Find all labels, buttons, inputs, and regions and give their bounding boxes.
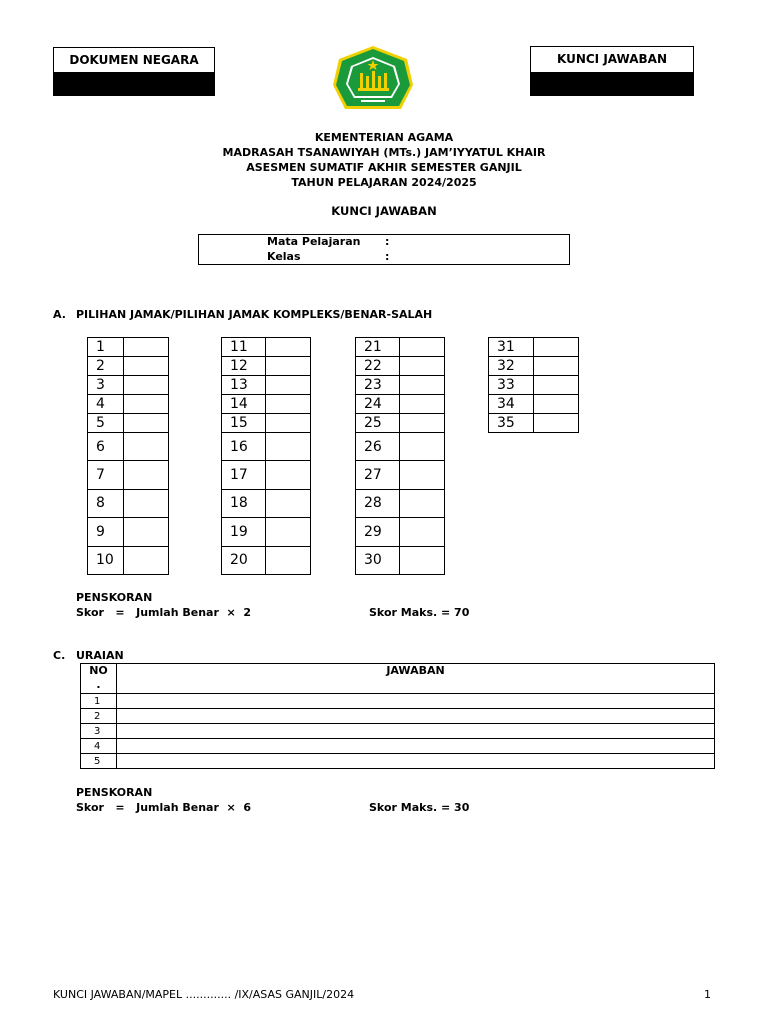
question-number: 5 [88, 414, 124, 433]
essay-number: 3 [81, 724, 117, 739]
essay-answer-cell[interactable] [117, 709, 715, 724]
answer-grid-4 [488, 337, 579, 433]
answer-grid-2 [221, 337, 311, 575]
question-number: 15 [222, 414, 266, 433]
org-line-2: MADRASAH TSANAWIYAH (MTs.) JAM’IYYATUL KHAIR [222, 146, 546, 159]
answer-row [489, 376, 579, 395]
document-title-text: KUNCI JAWABAN [331, 204, 437, 218]
question-number: 22 [356, 357, 400, 376]
answer-cell[interactable] [124, 546, 169, 574]
answer-cell[interactable] [266, 461, 311, 489]
essay-answer-cell[interactable] [117, 754, 715, 769]
question-number: 33 [489, 376, 534, 395]
answer-row [88, 461, 169, 489]
question-number: 28 [356, 489, 400, 517]
essay-number: 5 [81, 754, 117, 769]
question-number: 18 [222, 489, 266, 517]
answer-row [356, 433, 445, 461]
scoring-max: Skor Maks. = 70 [369, 606, 470, 619]
question-number: 13 [222, 376, 266, 395]
answer-row [88, 433, 169, 461]
essay-answer-table [80, 663, 715, 769]
section-a-letter: A. [53, 308, 66, 321]
question-number: 8 [88, 489, 124, 517]
answer-row [222, 433, 311, 461]
question-number: 26 [356, 433, 400, 461]
answer-row [489, 338, 579, 357]
answer-cell[interactable] [124, 357, 169, 376]
answer-row [88, 376, 169, 395]
answer-row [88, 414, 169, 433]
question-number: 27 [356, 461, 400, 489]
scoring-max: Skor Maks. = 30 [369, 801, 470, 814]
answer-cell[interactable] [266, 546, 311, 574]
answer-grid-3 [355, 337, 445, 575]
answer-cell[interactable] [266, 414, 311, 433]
no-header-text: NO [89, 664, 108, 677]
answer-row [356, 414, 445, 433]
question-number: 3 [88, 376, 124, 395]
organization-header [0, 130, 768, 190]
question-number: 6 [88, 433, 124, 461]
org-line-4: TAHUN PELAJARAN 2024/2025 [291, 176, 477, 189]
essay-answer-cell[interactable] [117, 724, 715, 739]
dokumen-negara-label: DOKUMEN NEGARA [69, 53, 199, 67]
question-number: 17 [222, 461, 266, 489]
section-c-title-text: URAIAN [76, 649, 124, 662]
answer-cell[interactable] [400, 395, 445, 414]
answer-cell[interactable] [266, 518, 311, 546]
answer-cell[interactable] [534, 376, 579, 395]
answer-cell[interactable] [400, 433, 445, 461]
page-number: 1 [704, 988, 711, 1001]
question-number: 10 [88, 546, 124, 574]
dokumen-negara-bar [54, 72, 214, 96]
subject-label: Mata Pelajaran [267, 235, 361, 248]
question-number: 32 [489, 357, 534, 376]
class-separator: : [385, 250, 390, 263]
question-number: 19 [222, 518, 266, 546]
answer-row [222, 376, 311, 395]
answer-cell[interactable] [266, 338, 311, 357]
answer-row [222, 461, 311, 489]
essay-answer-cell[interactable] [117, 694, 715, 709]
section-a-title [53, 308, 432, 321]
answer-cell[interactable] [400, 376, 445, 395]
answer-cell[interactable] [534, 414, 579, 433]
question-number: 9 [88, 518, 124, 546]
question-number: 16 [222, 433, 266, 461]
answer-row [356, 338, 445, 357]
answer-row [356, 461, 445, 489]
question-number: 1 [88, 338, 124, 357]
page-footer [53, 988, 713, 1002]
question-number: 14 [222, 395, 266, 414]
answer-row [222, 518, 311, 546]
answer-row [222, 546, 311, 574]
answer-row [489, 414, 579, 433]
section-c-scoring [76, 785, 470, 815]
essay-answer-cell[interactable] [117, 739, 715, 754]
answer-row [88, 546, 169, 574]
question-number: 34 [489, 395, 534, 414]
answer-row [356, 518, 445, 546]
org-line-3: ASESMEN SUMATIF AKHIR SEMESTER GANJIL [246, 161, 522, 174]
info-box [198, 234, 570, 265]
answer-cell[interactable] [400, 338, 445, 357]
answer-cell[interactable] [266, 395, 311, 414]
org-line-1: KEMENTERIAN AGAMA [314, 131, 454, 144]
answer-cell[interactable] [266, 489, 311, 517]
answer-row [88, 518, 169, 546]
answer-row [88, 395, 169, 414]
table-row [81, 724, 715, 739]
section-a-title-text: PILIHAN JAMAK/PILIHAN JAMAK KOMPLEKS/BENAR-SALAH [76, 308, 433, 321]
answer-cell[interactable] [400, 546, 445, 574]
answer-cell[interactable] [534, 338, 579, 357]
question-number: 20 [222, 546, 266, 574]
answer-cell[interactable] [266, 433, 311, 461]
answer-cell[interactable] [124, 414, 169, 433]
answer-row [356, 546, 445, 574]
question-number: 25 [356, 414, 400, 433]
answer-cell[interactable] [400, 461, 445, 489]
question-number: 23 [356, 376, 400, 395]
kunci-jawaban-box [530, 46, 694, 96]
answer-row [356, 395, 445, 414]
question-number: 31 [489, 338, 534, 357]
table-row [81, 709, 715, 724]
answer-cell[interactable] [266, 376, 311, 395]
answer-row [222, 414, 311, 433]
answer-row [222, 357, 311, 376]
answer-row [88, 489, 169, 517]
answer-cell[interactable] [400, 518, 445, 546]
answer-row [489, 395, 579, 414]
no-header-dot: . [96, 678, 101, 691]
madrasah-logo-icon [331, 45, 415, 113]
kunci-jawaban-bar [531, 72, 693, 96]
answer-cell[interactable] [124, 395, 169, 414]
document-title [0, 204, 768, 219]
class-row [267, 250, 389, 264]
kunci-jawaban-label: KUNCI JAWABAN [557, 52, 667, 66]
answer-row [222, 395, 311, 414]
no-column-header [81, 664, 117, 694]
answer-cell[interactable] [124, 518, 169, 546]
answer-cell[interactable] [124, 433, 169, 461]
answer-cell[interactable] [266, 357, 311, 376]
scoring-title: PENSKORAN [76, 591, 153, 604]
dokumen-negara-box [53, 47, 215, 96]
answer-cell[interactable] [400, 489, 445, 517]
answer-cell[interactable] [124, 461, 169, 489]
subject-separator: : [385, 235, 390, 248]
answer-row [88, 338, 169, 357]
section-a-scoring [76, 590, 470, 620]
essay-number: 2 [81, 709, 117, 724]
answer-cell[interactable] [124, 338, 169, 357]
table-row [81, 754, 715, 769]
table-row [81, 694, 715, 709]
essay-header-row [81, 664, 715, 694]
answer-row [356, 357, 445, 376]
answer-grid-1 [87, 337, 169, 575]
essay-number: 1 [81, 694, 117, 709]
answer-row [489, 357, 579, 376]
question-number: 35 [489, 414, 534, 433]
question-number: 30 [356, 546, 400, 574]
answer-column-header: JAWABAN [117, 664, 715, 694]
scoring-formula: Skor = Jumlah Benar × 6 [76, 801, 252, 814]
question-number: 4 [88, 395, 124, 414]
answer-cell[interactable] [124, 489, 169, 517]
answer-cell[interactable] [400, 414, 445, 433]
scoring-title: PENSKORAN [76, 786, 153, 799]
answer-cell[interactable] [534, 395, 579, 414]
answer-row [356, 489, 445, 517]
footer-text: KUNCI JAWABAN/MAPEL ............. /IX/ASAS GANJIL/2024 [53, 988, 355, 1001]
question-number: 29 [356, 518, 400, 546]
answer-row [356, 376, 445, 395]
answer-row [222, 489, 311, 517]
class-label: Kelas [267, 250, 301, 263]
answer-cell[interactable] [534, 357, 579, 376]
question-number: 12 [222, 357, 266, 376]
answer-cell[interactable] [400, 357, 445, 376]
essay-number: 4 [81, 739, 117, 754]
question-number: 2 [88, 357, 124, 376]
subject-row [267, 235, 389, 249]
question-number: 24 [356, 395, 400, 414]
section-c-letter: C. [53, 649, 66, 662]
question-number: 11 [222, 338, 266, 357]
answer-cell[interactable] [124, 376, 169, 395]
answer-row [222, 338, 311, 357]
table-row [81, 739, 715, 754]
question-number: 7 [88, 461, 124, 489]
answer-row [88, 357, 169, 376]
scoring-formula: Skor = Jumlah Benar × 2 [76, 606, 252, 619]
question-number: 21 [356, 338, 400, 357]
section-c-title [53, 649, 124, 662]
